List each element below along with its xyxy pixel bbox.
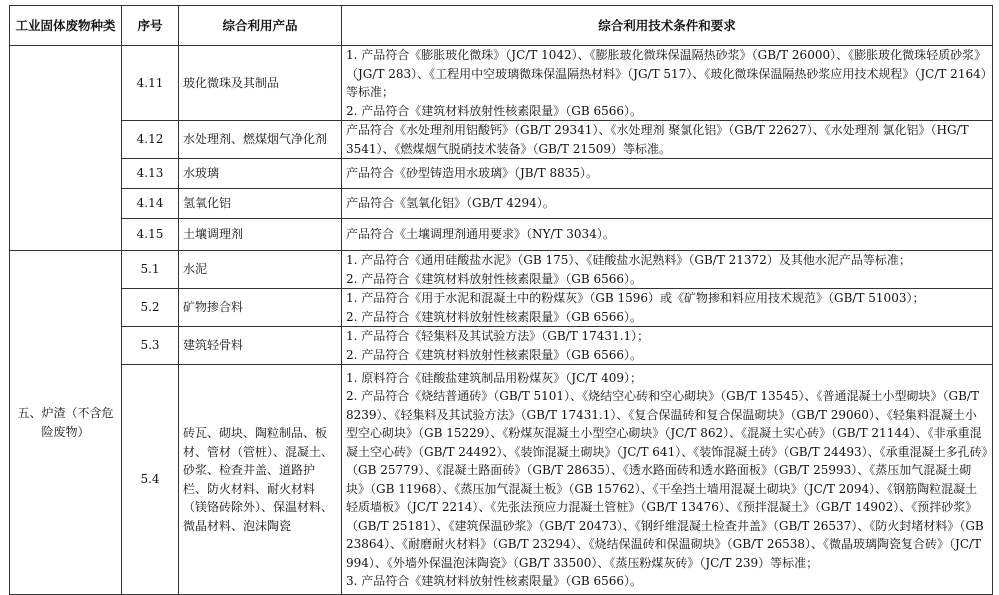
table-row xyxy=(10,327,993,365)
table-row xyxy=(10,189,993,219)
category-cell-4 xyxy=(10,46,122,251)
row-product: 水处理剂、燃煤烟气净化剂 xyxy=(179,121,342,159)
requirement-line: 产品符合《土壤调理剂通用要求》（NY/T 3034）。 xyxy=(346,227,615,242)
row-requirements xyxy=(342,121,993,159)
header-row xyxy=(10,6,993,46)
row-product: 建筑轻骨料 xyxy=(179,327,342,365)
row-number: 5.1 xyxy=(122,251,179,289)
table-row xyxy=(10,219,993,251)
requirement-line: 1. 产品符合《用于水泥和混凝土中的粉煤灰》（GB 1596）或《矿物掺和料应用技术规范》（GB/T 51003）； xyxy=(346,291,925,305)
row-product: 玻化微珠及其制品 xyxy=(179,46,342,121)
row-number: 5.3 xyxy=(122,327,179,365)
table-row xyxy=(10,251,993,289)
header-product: 综合利用产品 xyxy=(179,6,342,46)
row-requirements xyxy=(342,159,993,189)
row-number: 5.4 xyxy=(122,365,179,595)
requirement-line: 2. 产品符合《建筑材料放射性核素限量》（GB 6566）。 xyxy=(346,271,643,286)
requirement-line: 产品符合《水处理剂用铝酸钙》（GB/T 29341）、《水处理剂 聚氯化铝》（GB/T 22627）、《水处理剂 氯化铝》（HG/T 3541）、《燃煤烟气脱硝技术装备》（GB/T 21509）等标准。 xyxy=(346,123,969,156)
table-row xyxy=(10,121,993,159)
row-product: 水玻璃 xyxy=(179,159,342,189)
row-product: 矿物掺合料 xyxy=(179,289,342,327)
header-number: 序号 xyxy=(122,6,179,46)
requirement-line: 1. 产品符合《通用硅酸盐水泥》（GB 175）、《硅酸盐水泥熟料》（GB/T 21372）及其他水泥产品等标准； xyxy=(346,253,911,267)
requirement-line: 2. 产品符合《建筑材料放射性核素限量》（GB 6566）。 xyxy=(346,347,643,362)
requirement-line: 2. 产品符合《建筑材料放射性核素限量》（GB 6566）。 xyxy=(346,103,643,118)
requirement-line: 产品符合《氢氧化铝》（GB/T 4294）。 xyxy=(346,196,555,211)
table-row xyxy=(10,159,993,189)
row-requirements xyxy=(342,189,993,219)
row-requirements xyxy=(342,327,993,365)
row-product: 氢氧化铝 xyxy=(179,189,342,219)
header-requirements: 综合利用技术条件和要求 xyxy=(342,6,993,46)
requirement-line: 产品符合《砂型铸造用水玻璃》（JB/T 8835）。 xyxy=(346,166,599,181)
row-product: 水泥 xyxy=(179,251,342,289)
row-number: 5.2 xyxy=(122,289,179,327)
row-requirements xyxy=(342,46,993,121)
requirement-line: 1. 产品符合《膨胀玻化微珠》（JC/T 1042）、《膨胀玻化微珠保温隔热砂浆》（GB/T 26000）、《膨胀玻化微珠轻质砂浆》（JG/T 283）、《工程用中空玻璃微珠保温隔热材料》（JG/T 517）、《玻化微珠保温隔热砂浆应用技术规程》（JC/T 2164）等标准； xyxy=(346,48,987,99)
requirement-line: 2. 产品符合《建筑材料放射性核素限量》（GB 6566）。 xyxy=(346,309,643,324)
requirement-line: 1. 产品符合《轻集料及其试验方法》（GB/T 17431.1）； xyxy=(346,329,650,343)
row-number: 4.11 xyxy=(122,46,179,121)
row-requirements xyxy=(342,365,993,595)
row-number: 4.15 xyxy=(122,219,179,251)
standards-table xyxy=(9,5,993,595)
row-requirements xyxy=(342,289,993,327)
table-row xyxy=(10,289,993,327)
header-category: 工业固体废物种类 xyxy=(10,6,122,46)
requirement-line: 2. 产品符合《烧结普通砖》（GB/T 5101）、《烧结空心砖和空心砌块》（GB/T 13545）、《普通混凝土小型砌块》（GB/T 8239）、《轻集料及其试验方法》（GB/T 17431.1）、《复合保温砖和复合保温砌块》（GB/T 29060）、《轻集料混凝土小型空心砌块》（GB 15229）、《粉煤灰混凝土小型空心砌块》（JC/T 862）、《混凝土实心砖》（GB/T 21144）、《非承重混凝土空心砖》（GB/T 24492）、《装饰混凝土砌块》（JC/T 641）、《装饰混凝土砖》（GB/T 24493）、《承重混凝土多孔砖》（GB 25779）、《混凝土路面砖》（GB/T 28635）、《透水路面砖和透水路面板》（GB/T 25993）、《蒸压加气混凝土砌块》（GB 11968）、《蒸压加气混凝土板》（GB 15762）、《干垒挡土墙用混凝土砌块》（JC/T 2094）、《钢筋陶粒混凝土轻质墙板》（JC/T 2214）、《先张法预应力混凝土管桩》（GB/T 13476）、《预拌混凝土》（GB/T 14902）、《预拌砂浆》（GB/T 25181）、《建筑保温砂浆》（GB/T 20473）、《钢纤维混凝土检查井盖》（GB/T 26537）、《防火封堵材料》（GB 23864）、《耐磨耐火材料》（GB/T 23294）、《烧结保温砖和保温砌块》（GB/T 26538）、《微晶玻璃陶瓷复合砖》（JC/T 994）、《外墙外保温泡沫陶瓷》（GB/T 33500）、《蒸压粉煤灰砖》（JC/T 239）等标准； xyxy=(346,389,988,570)
row-requirements xyxy=(342,219,993,251)
requirement-line: 1. 原料符合《硅酸盐建筑制品用粉煤灰》（JC/T 409）； xyxy=(346,370,643,385)
row-requirements xyxy=(342,251,993,289)
row-number: 4.12 xyxy=(122,121,179,159)
row-product: 砖瓦、砌块、陶粒制品、板材、管材（管桩）、混凝土、砂浆、检查井盖、道路护栏、防火材料、耐火材料（镁铬砖除外）、保温材料、微晶材料、泡沫陶瓷 xyxy=(179,365,342,595)
table-row xyxy=(10,46,993,121)
row-product: 土壤调理剂 xyxy=(179,219,342,251)
table-row xyxy=(10,365,993,595)
requirement-line: 3. 产品符合《建筑材料放射性核素限量》（GB 6566）。 xyxy=(346,574,643,588)
row-number: 4.13 xyxy=(122,159,179,189)
row-number: 4.14 xyxy=(122,189,179,219)
category-cell-5: 五、炉渣（不含危险废物） xyxy=(10,251,122,595)
